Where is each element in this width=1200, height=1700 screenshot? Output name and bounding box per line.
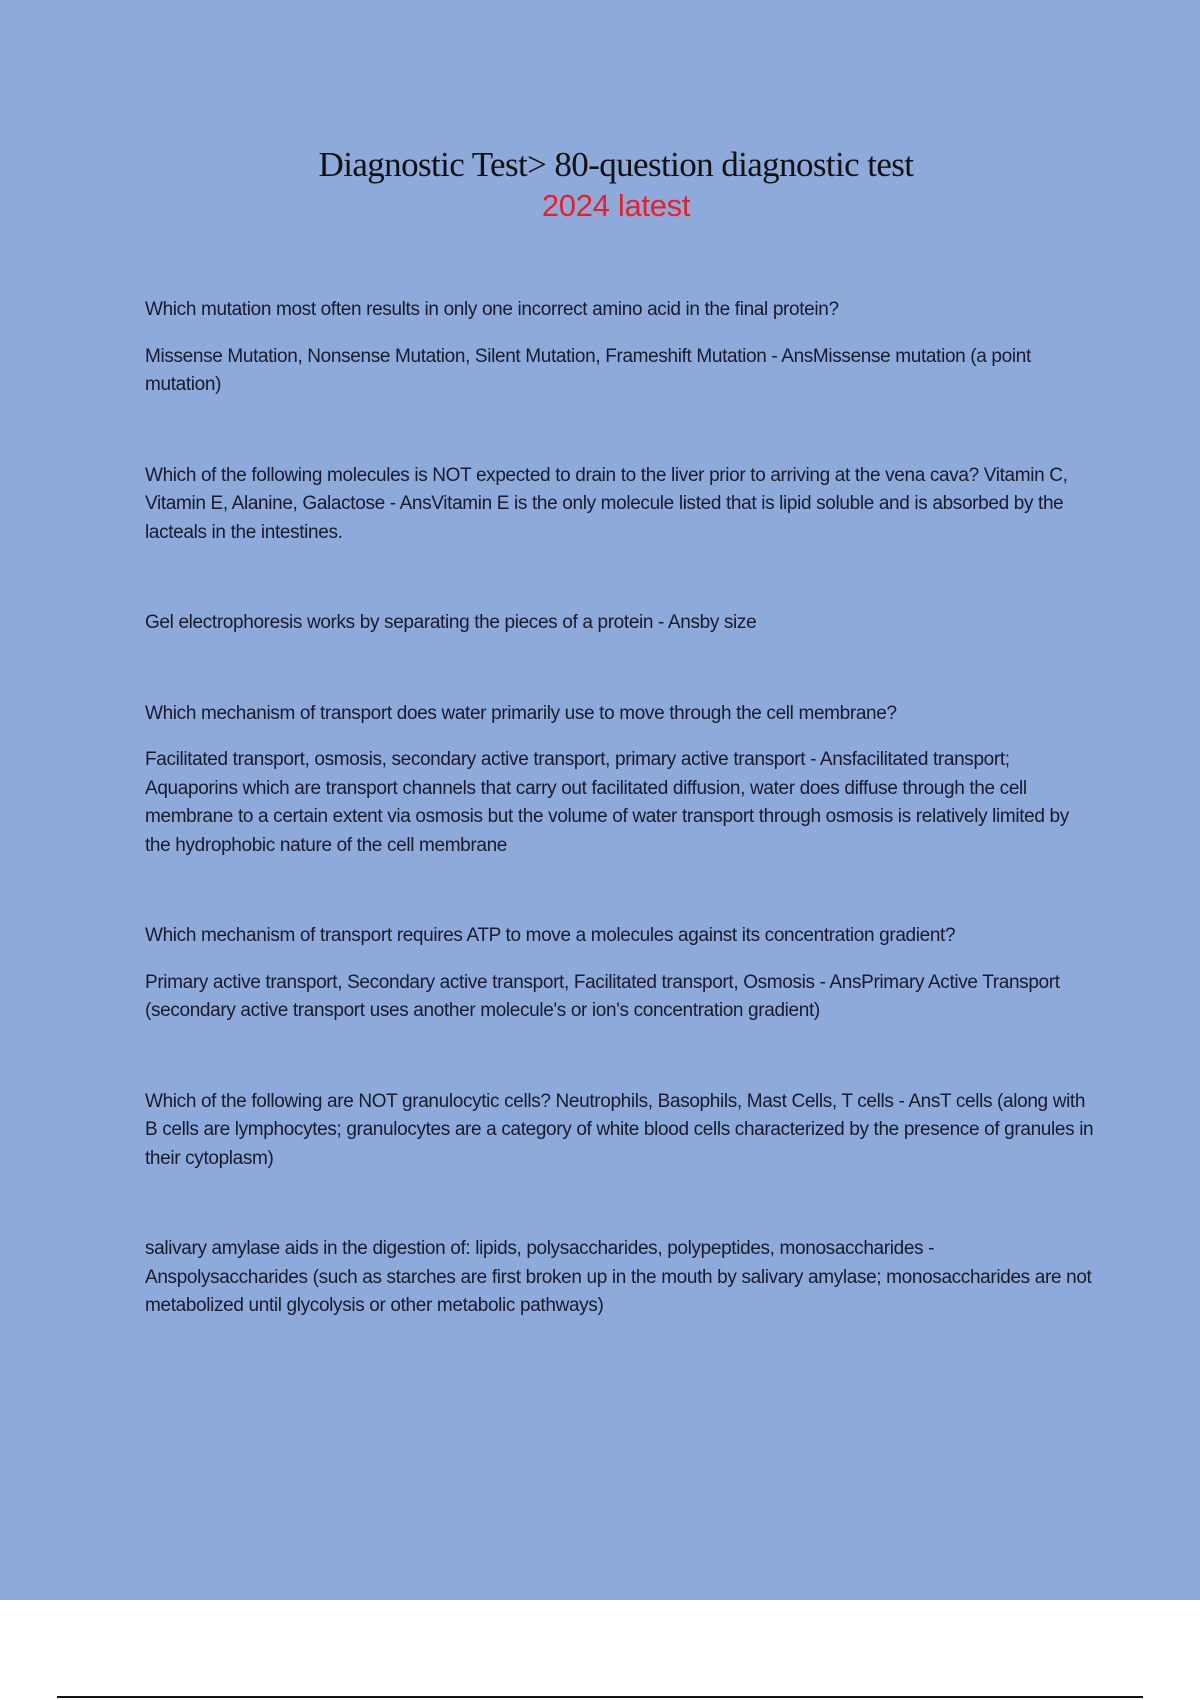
answer-text: Primary active transport, Secondary active transport, Facilitated transport, Osmosis - AnsPrimary Active Transport (secondary active transport uses another molecule's or ion's concentration gradient) bbox=[145, 971, 1060, 1021]
document-header bbox=[0, 144, 1200, 226]
qa-entry-1 bbox=[145, 296, 1095, 400]
qa-entry-7 bbox=[145, 1235, 1095, 1321]
qa-entry-2 bbox=[145, 462, 1095, 548]
answer-text: Facilitated transport, osmosis, secondary active transport, primary active transport - Ansfacilitated transport; Aquaporins which are transport channels that carry out facilitated diffusion, water does diffuse through the cell membrane to a certain extent via osmosis but the volume of water transport through osmosis is relatively limited by the hydrophobic nature of the cell membrane bbox=[145, 749, 1069, 856]
document-subtitle: 2024 latest bbox=[541, 188, 691, 223]
question-answer-text: Which of the following molecules is NOT expected to drain to the liver prior to arriving at the vena cava? Vitamin C, Vitamin E, Alanine, Galactose - AnsVitamin E is the only molecule listed that is lipid soluble and is absorbed by the lacteals in the intestines. bbox=[145, 464, 1068, 543]
question-text: Which mechanism of transport does water primarily use to move through the cell membrane? bbox=[145, 702, 897, 724]
question-answer-text: Which of the following are NOT granulocytic cells? Neutrophils, Basophils, Mast Cells, T cells - AnsT cells (along with B cells are lymphocytes; granulocytes are a category of white blood cells characterized by the presence of granules in their cytoplasm) bbox=[145, 1090, 1094, 1169]
document-title: Diagnostic Test> 80-question diagnostic test bbox=[318, 145, 914, 184]
question-answer-text: salivary amylase aids in the digestion of: lipids, polysaccharides, polypeptides, monosaccharides - Anspolysaccharides (such as starches are first broken up in the mouth by salivary amylase; monosaccharides are not metabolized until glycolysis or other metabolic pathways) bbox=[145, 1238, 1092, 1316]
footer-divider bbox=[57, 1696, 1143, 1698]
qa-entry-3 bbox=[145, 609, 1095, 638]
qa-entry-5 bbox=[145, 922, 1095, 1026]
question-text: Which mutation most often results in only one incorrect amino acid in the final protein? bbox=[145, 299, 839, 320]
document-body bbox=[145, 296, 1095, 1321]
qa-entry-6 bbox=[145, 1088, 1095, 1174]
qa-entry-4 bbox=[145, 700, 1095, 861]
question-answer-text: Gel electrophoresis works by separating the pieces of a protein - Ansby size bbox=[145, 612, 757, 633]
question-text: Which mechanism of transport requires ATP to move a molecules against its concentration gradient? bbox=[145, 925, 956, 946]
answer-text: Missense Mutation, Nonsense Mutation, Silent Mutation, Frameshift Mutation - AnsMissense mutation (a point mutation) bbox=[145, 345, 1031, 395]
